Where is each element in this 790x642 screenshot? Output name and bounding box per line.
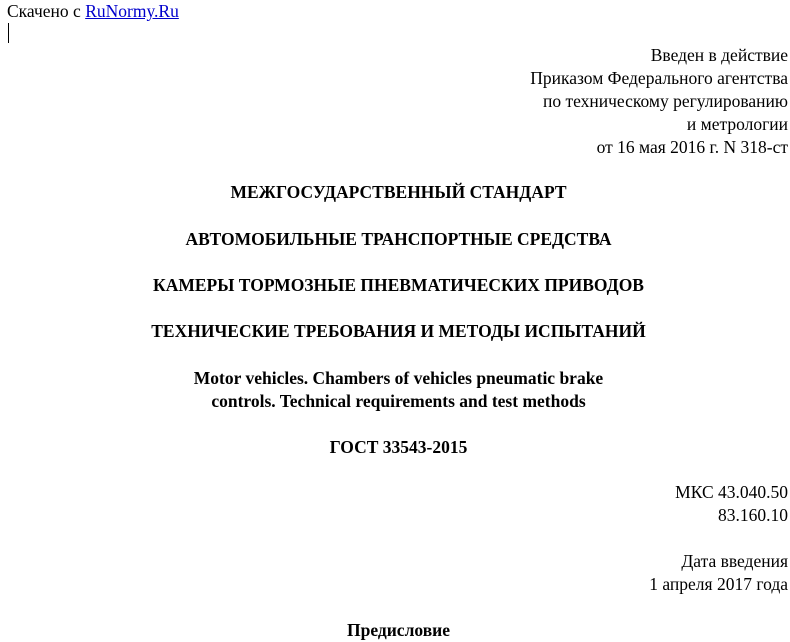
- gost-number: ГОСТ 33543-2015: [329, 437, 468, 457]
- download-source-line: [7, 0, 179, 23]
- enactment-line: и метрологии: [686, 114, 788, 134]
- enactment-note: [530, 44, 788, 159]
- introduction-date-label: Дата введения: [681, 551, 788, 571]
- text-cursor: [8, 23, 9, 43]
- introduction-date: [649, 550, 788, 596]
- download-source-prefix: Скачено с: [7, 1, 81, 21]
- introduction-date-value: 1 апреля 2017 года: [649, 574, 788, 594]
- english-title-line-2: controls. Technical requirements and test methods: [211, 391, 586, 411]
- enactment-line: по техническому регулированию: [542, 91, 788, 111]
- mks-line-1: МКС 43.040.50: [675, 482, 788, 502]
- standard-type-heading: МЕЖГОСУДАРСТВЕННЫЙ СТАНДАРТ: [230, 182, 567, 202]
- title-line-2: КАМЕРЫ ТОРМОЗНЫЕ ПНЕВМАТИЧЕСКИХ ПРИВОДОВ: [153, 275, 644, 295]
- mks-line-2: 83.160.10: [718, 505, 788, 525]
- enactment-line: от 16 мая 2016 г. N 318-ст: [596, 137, 788, 157]
- english-title-line-1: Motor vehicles. Chambers of vehicles pneumatic brake: [193, 368, 604, 388]
- enactment-line: Введен в действие: [650, 45, 788, 65]
- title-line-1: АВТОМОБИЛЬНЫЕ ТРАНСПОРТНЫЕ СРЕДСТВА: [185, 229, 612, 249]
- title-line-3: ТЕХНИЧЕСКИЕ ТРЕБОВАНИЯ И МЕТОДЫ ИСПЫТАНИЙ: [151, 321, 646, 341]
- mks-classification: [675, 481, 788, 527]
- enactment-line: Приказом Федерального агентства: [530, 68, 788, 88]
- runormy-link[interactable]: RuNormy.Ru: [85, 1, 179, 21]
- foreword-heading: Предисловие: [346, 620, 451, 640]
